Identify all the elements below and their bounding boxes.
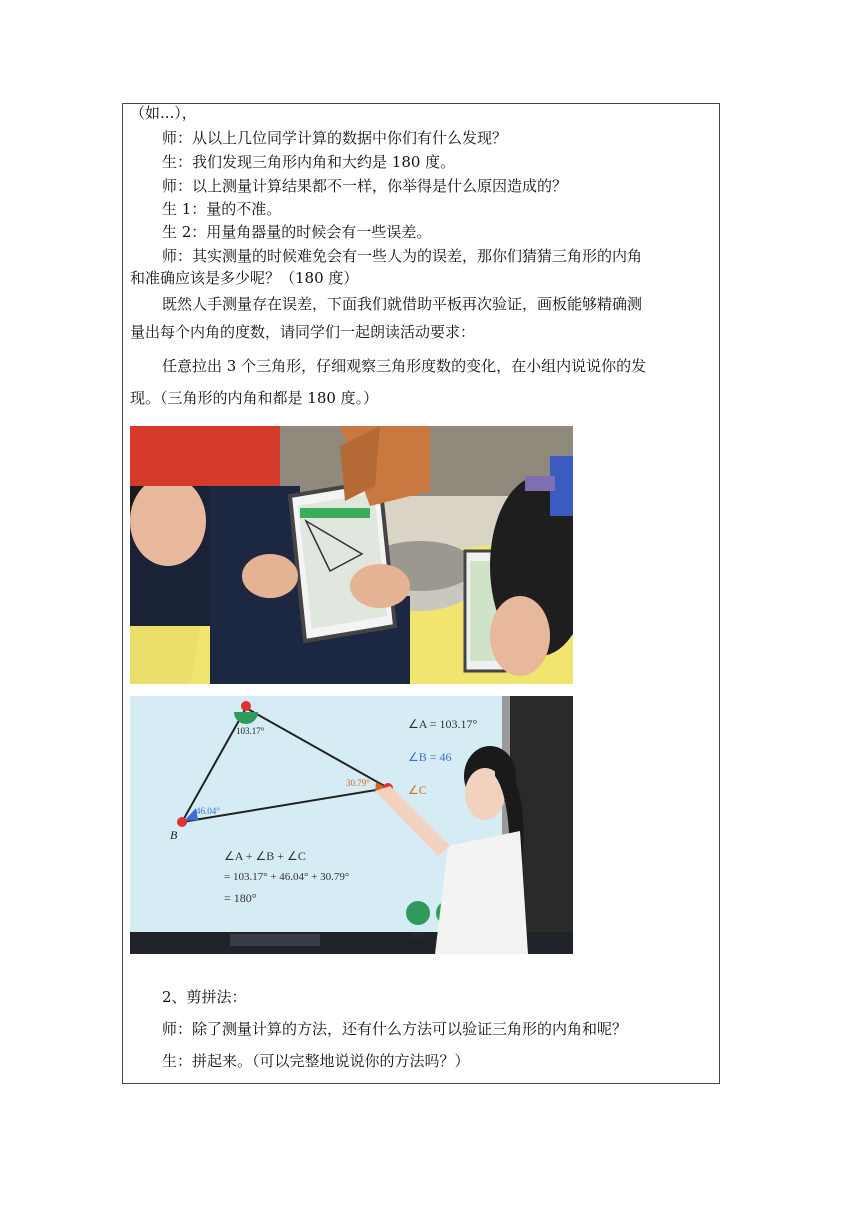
text-line-1: （如...），: [130, 104, 197, 122]
text-line-7: 师：其实测量的时候难免会有一些人为的误差，那你们猜猜三角形的内角: [162, 247, 643, 265]
right-angle-c: ∠C: [408, 783, 427, 797]
values-line: = 103.17° + 46.04° + 30.79°: [224, 871, 350, 883]
angle-a-label: 103.17°: [236, 726, 265, 736]
vertex-b-label: B: [170, 828, 178, 842]
text-line-11: 任意拉出 3 个三角形，仔细观察三角形度数的变化，在小组内说说你的发: [162, 357, 647, 375]
text-line-9: 既然人手测量存在误差，下面我们就借助平板再次验证，画板能够精确测: [162, 295, 643, 313]
angle-b-label: 46.04°: [196, 806, 220, 816]
text-line-12: 现。（三角形的内角和都是 180 度。）: [130, 389, 379, 407]
text-line-15: 生：拼起来。（可以完整地说说你的方法吗？）: [162, 1052, 470, 1070]
conclusion-button-label: 结论: [411, 932, 425, 940]
text-line-2: 师：从以上几位同学计算的数据中你们有什么发现？: [162, 129, 508, 147]
text-line-3: 生：我们发现三角形内角和大约是 180 度。: [162, 153, 456, 171]
text-line-10: 量出每个内角的度数，请同学们一起朗读活动要求：: [130, 323, 476, 341]
text-line-5: 生 1：量的不准。: [162, 200, 282, 218]
text-line-4: 师：以上测量计算结果都不一样，你举得是什么原因造成的？: [162, 177, 568, 195]
classroom-tablet-photo: [130, 426, 573, 684]
text-line-13: 2、剪拼法：: [162, 988, 247, 1006]
right-angle-b: ∠B = 46: [408, 750, 452, 764]
whiteboard-photo: [130, 696, 573, 954]
text-line-14: 师：除了测量计算的方法，还有什么方法可以验证三角形的内角和呢？: [162, 1020, 628, 1038]
text-line-8: 和准确应该是多少呢？（180 度）: [130, 269, 359, 287]
right-angle-a: ∠A = 103.17°: [408, 717, 478, 731]
sum-line: ∠A + ∠B + ∠C: [224, 849, 306, 863]
text-line-6: 生 2：用量角器量的时候会有一些误差。: [162, 223, 432, 241]
result-line: = 180°: [224, 891, 257, 905]
angle-c-label: 30.79°: [346, 778, 370, 788]
